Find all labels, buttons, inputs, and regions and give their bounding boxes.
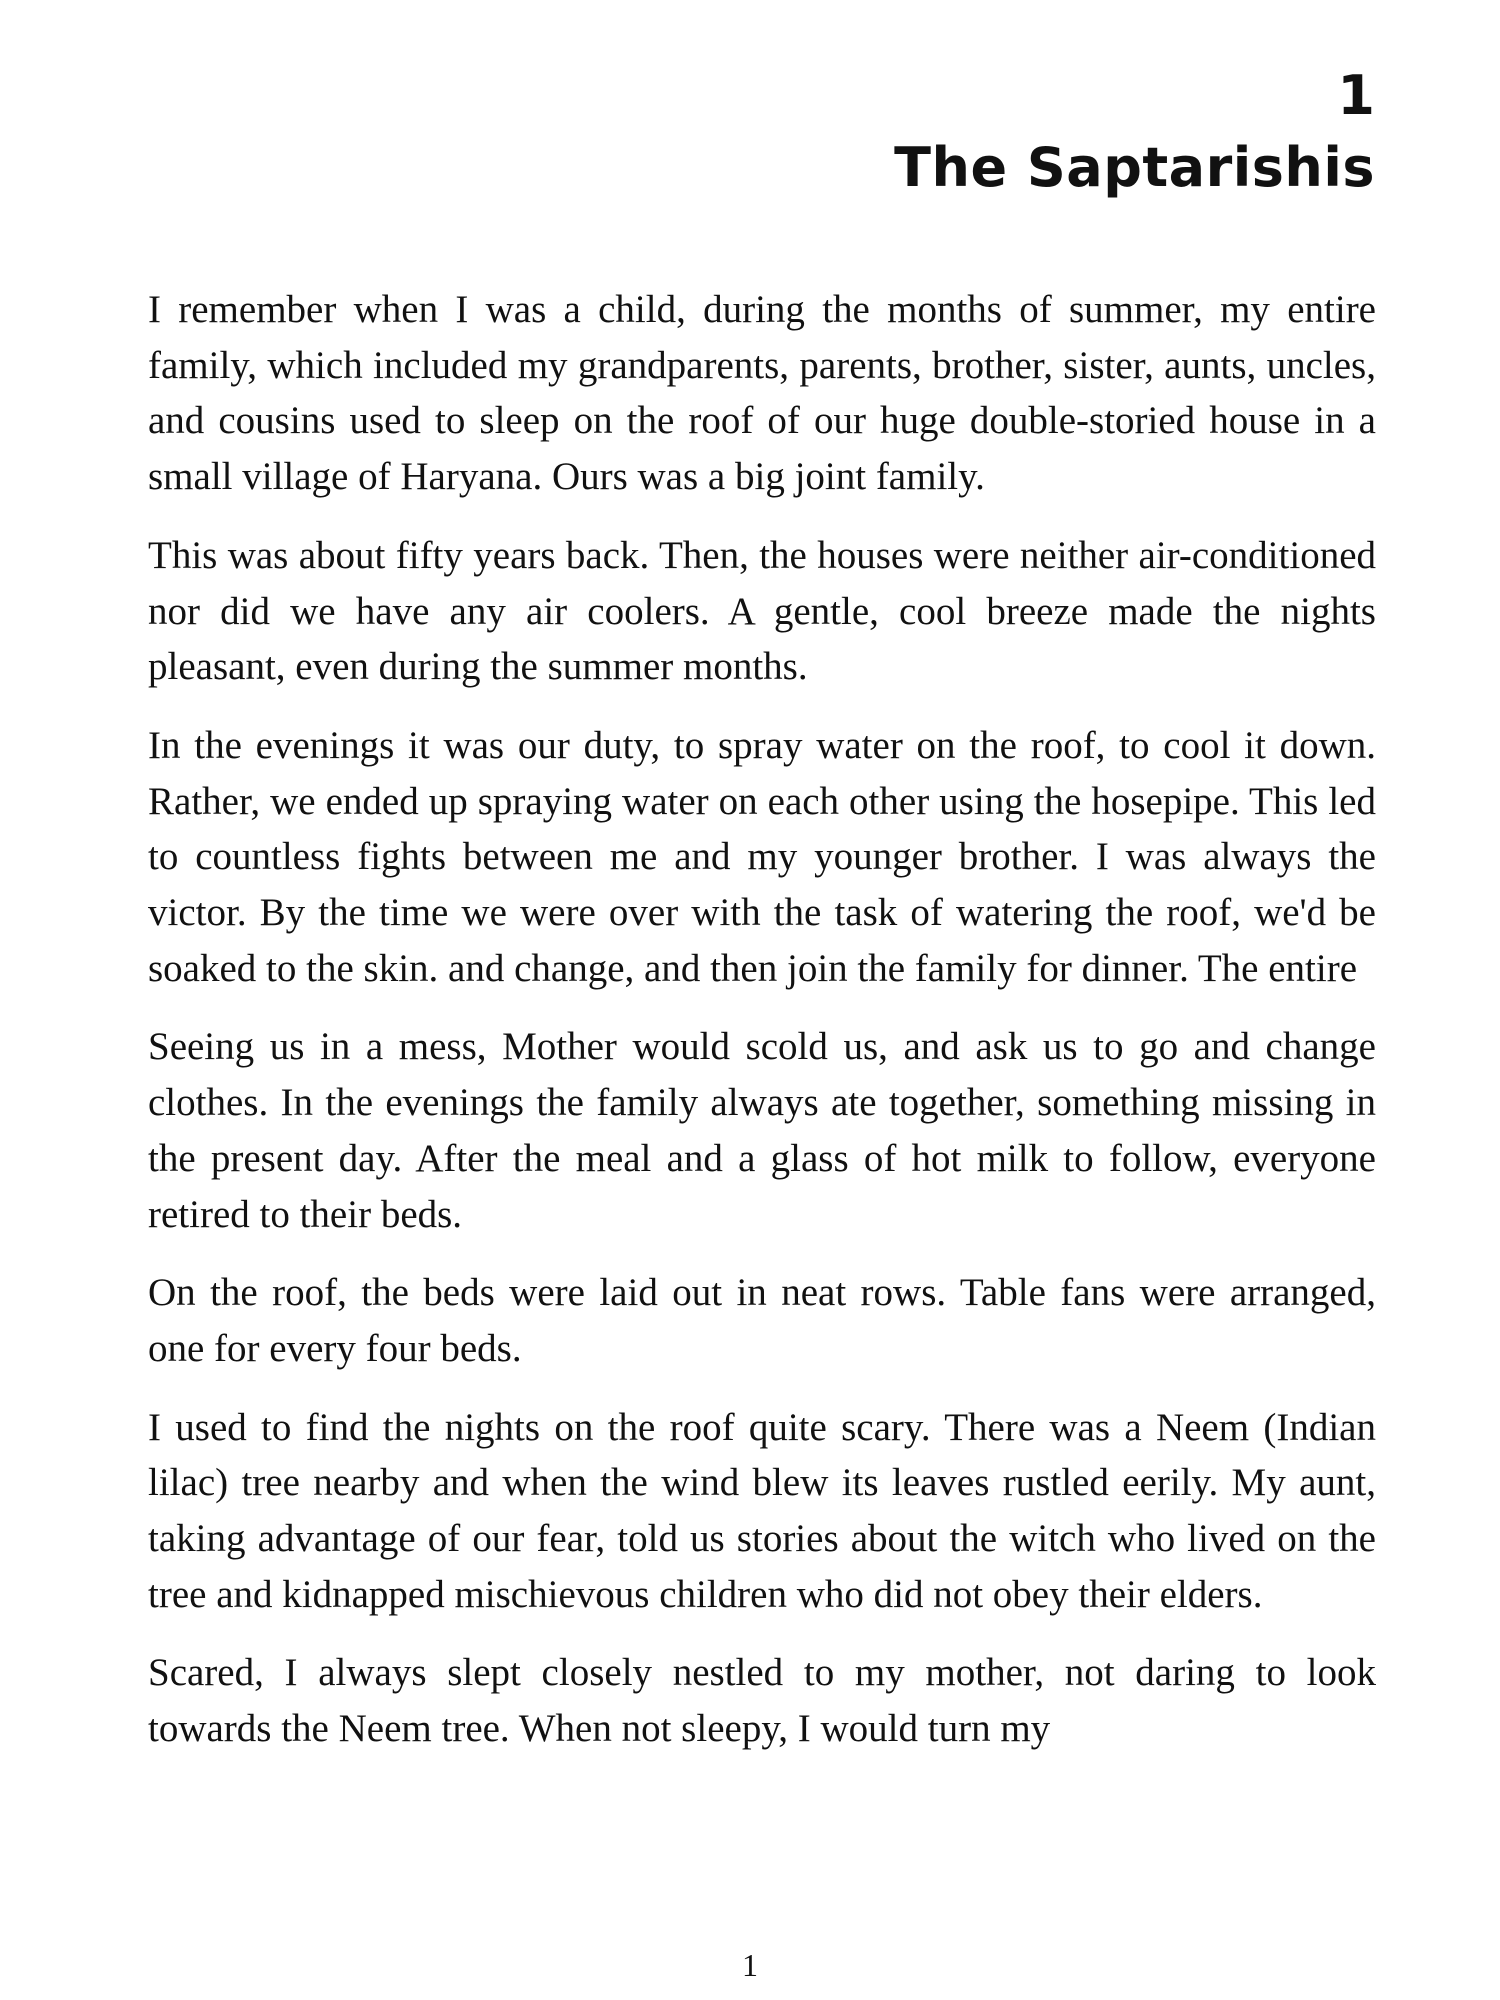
paragraph: I remember when I was a child, during the months of summer, my entire family, which included my grandparents, parents, brother, sister, aunts, uncles, and cousins used to sleep on the roof of our huge double-storied house in a small village of Haryana. Ours was a big joint family. <box>148 288 1376 499</box>
paragraph: Seeing us in a mess, Mother would scold us, and ask us to go and change clothes. In the evenings the family always ate together, something missing in the present day. After the meal and a glass of hot milk to follow, everyone retired to their beds. <box>148 1025 1376 1236</box>
body-text <box>148 282 1376 1780</box>
paragraph: Scared, I always slept closely nestled to my mother, not daring to look towards the Neem tree. When not sleepy, I would turn my <box>148 1651 1376 1751</box>
chapter-title: The Saptarishis <box>894 136 1375 199</box>
paragraph: I used to find the nights on the roof quite scary. There was a Neem (Indian lilac) tree nearby and when the wind blew its leaves rustled eerily. My aunt, taking advantage of our fear, told us stories about the witch who lived on the tree and kidnapped mischievous children who did not obey their elders. <box>148 1405 1376 1616</box>
chapter-number: 1 <box>1337 64 1375 127</box>
page-number: 1 <box>742 1947 758 1983</box>
paragraph: This was about fifty years back. Then, the houses were neither air-conditioned nor did we have any air coolers. A gentle, cool breeze made the nights pleasant, even during the summer months. <box>148 533 1376 689</box>
paragraph: On the roof, the beds were laid out in neat rows. Table fans were arranged, one for every four beds. <box>148 1271 1376 1370</box>
paragraph: In the evenings it was our duty, to spray water on the roof, to cool it down. Rather, we ended up spraying water on each other using the hosepipe. This led to countless fights between me and my younger brother. I was always the victor. By the time we were over with the task of watering the roof, we'd be soaked to the skin. and change, and then join the family for dinner. The entire <box>148 723 1376 990</box>
